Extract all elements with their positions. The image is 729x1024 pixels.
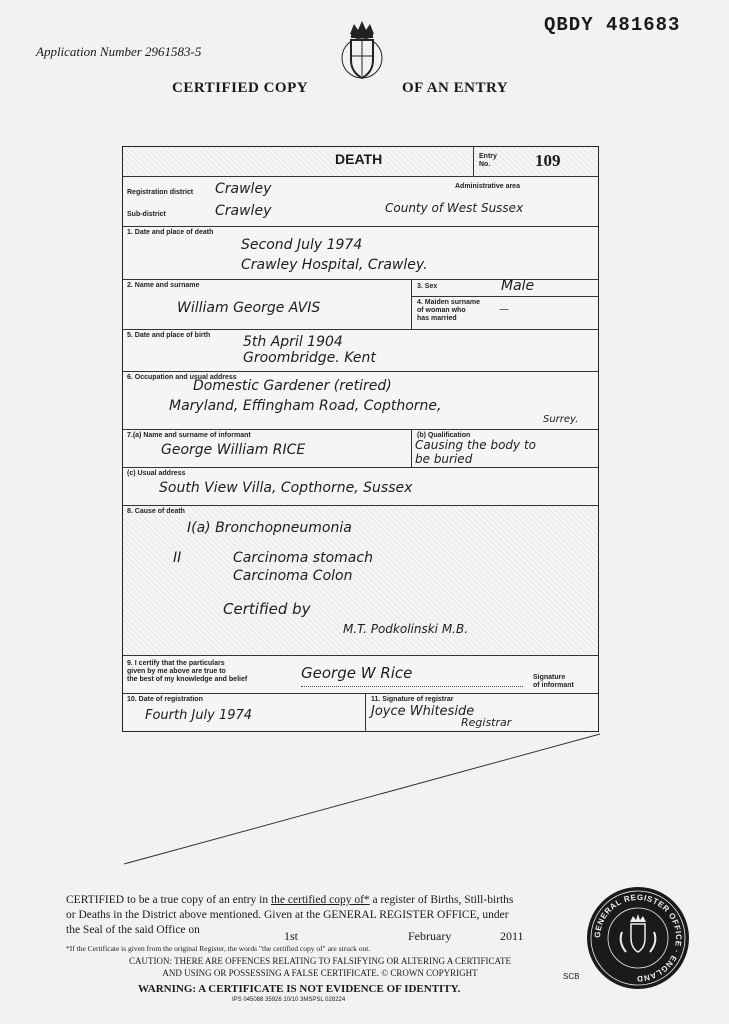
- admin-area-value: County of West Sussex: [385, 201, 524, 215]
- usual-address-value: Maryland, Effingham Road, Copthorne,: [169, 398, 442, 414]
- informant-declaration-row: [123, 656, 598, 694]
- field-8-label: 8. Cause of death: [127, 508, 185, 515]
- date-place-of-death-row: [123, 227, 598, 280]
- cert-text-underlined: the certified copy of*: [270, 894, 370, 906]
- field-11-label: 11. Signature of registrar: [371, 696, 454, 703]
- print-reference: IPS 045088 35926 10/10 3MSPSL 028224: [232, 997, 346, 1003]
- cause-1a-value: I(a) Bronchopneumonia: [187, 520, 352, 536]
- field-7a-label: 7.(a) Name and surname of informant: [127, 432, 251, 439]
- certificate-serial-number: QBDY 481683: [544, 14, 681, 36]
- cert-text-line3: the Seal of the said Office on: [66, 924, 200, 936]
- svg-text:GENERAL REGISTER OFFICE · ENGL: GENERAL REGISTER OFFICE · ENGLAND: [592, 892, 684, 984]
- certification-statement: [66, 893, 566, 938]
- registration-row: [123, 177, 598, 227]
- cause-ii-value-2: Carcinoma Colon: [233, 568, 353, 584]
- field-4-label: 4. Maiden surname of woman who has married: [417, 299, 481, 322]
- registrar-signature: Joyce Whiteside: [371, 704, 475, 719]
- heading-certified-copy: CERTIFIED COPY: [172, 80, 309, 96]
- entry-label: Entry No.: [479, 153, 497, 168]
- place-of-death-value: Crawley Hospital, Crawley.: [241, 257, 428, 273]
- field-7b-label: (b) Qualification: [417, 432, 471, 439]
- cause-part-ii-marker: II: [173, 550, 182, 566]
- sex-value: Male: [501, 278, 535, 294]
- heading-of-an-entry: OF AN ENTRY: [402, 80, 509, 96]
- name-value: William George AVIS: [177, 300, 321, 316]
- issue-year: 2011: [500, 929, 524, 943]
- date-of-birth-value: 5th April 1904: [243, 334, 343, 350]
- royal-crest-icon: [340, 16, 384, 88]
- maiden-surname-value: —: [499, 304, 509, 315]
- informant-name-value: George William RICE: [161, 442, 306, 458]
- qualification-value: Causing the body to: [415, 438, 537, 452]
- cert-text-line2: or Deaths in the District above mentioned. Given at the GENERAL REGISTER OFFICE, under: [66, 909, 509, 921]
- entry-number: 109: [535, 151, 561, 170]
- application-number: Application Number 2961583-5: [36, 44, 202, 59]
- registration-date-row: [123, 694, 598, 731]
- field-1-label: 1. Date and place of death: [127, 229, 214, 236]
- date-of-death-value: Second July 1974: [241, 237, 363, 253]
- footnote: *If the Certificate is given from the original Register, the words "the certified copy of" are struck out.: [66, 944, 371, 953]
- qualification-value-line2: be buried: [415, 452, 473, 466]
- issue-day: 1st: [284, 929, 299, 943]
- occupation-row: [123, 372, 598, 430]
- admin-area-label: Administrative area: [455, 183, 520, 190]
- sub-district-value: Crawley: [215, 203, 272, 219]
- registration-date-value: Fourth July 1974: [145, 708, 253, 723]
- scb-code: SCB: [563, 972, 580, 981]
- entry-type-title: DEATH: [335, 151, 383, 167]
- cause-ii-value-1: Carcinoma stomach: [233, 550, 373, 566]
- caution-notice: CAUTION: THERE ARE OFFENCES RELATING TO FALSIFYING OR ALTERING A CERTIFICATE AND USING OR POSSESSING A FALSE CERTIFICATE. © CROWN COPYRIGHT: [129, 956, 511, 978]
- informant-address-row: [123, 468, 598, 506]
- occupation-value: Domestic Gardener (retired): [193, 378, 392, 394]
- issue-month: February: [408, 929, 452, 943]
- informant-address-value: South View Villa, Copthorne, Sussex: [159, 480, 413, 496]
- title-row: [123, 147, 598, 177]
- cancellation-line: [122, 732, 602, 867]
- cause-of-death-row: [123, 506, 598, 656]
- registrar-title: Registrar: [461, 716, 512, 729]
- field-6-label: 6. Occupation and usual address: [127, 374, 237, 381]
- cert-text-end: a register of Births, Still-births: [369, 894, 514, 906]
- birth-row: [123, 330, 598, 372]
- field-9-label: 9. I certify that the particulars given by me above are true to the best of my knowledge and belief: [127, 660, 248, 683]
- field-2-label: 2. Name and surname: [127, 282, 200, 289]
- field-3-label: 3. Sex: [417, 283, 438, 290]
- place-of-birth-value: Groombridge. Kent: [243, 350, 376, 366]
- field-5-label: 5. Date and place of birth: [127, 332, 211, 339]
- general-register-office-seal-icon: [586, 886, 690, 990]
- informant-signature: George W Rice: [301, 664, 413, 682]
- sub-district-label: Sub-district: [127, 211, 166, 218]
- registration-district-label: Registration district: [127, 189, 194, 196]
- certifying-doctor: M.T. Podkolinski M.B.: [343, 622, 469, 636]
- identity-warning: WARNING: A CERTIFICATE IS NOT EVIDENCE OF IDENTITY.: [138, 983, 461, 995]
- cert-text-start: CERTIFIED to be a true copy of an entry in: [66, 894, 271, 906]
- signature-of-informant-label: Signature of informant: [533, 674, 574, 689]
- name-sex-row: [123, 280, 598, 330]
- certified-by-text: Certified by: [223, 600, 311, 618]
- usual-address-county: Surrey.: [543, 414, 579, 425]
- informant-row: [123, 430, 598, 468]
- field-7c-label: (c) Usual address: [127, 470, 186, 477]
- death-entry-form: [122, 146, 599, 732]
- field-10-label: 10. Date of registration: [127, 696, 203, 703]
- registration-district-value: Crawley: [215, 181, 272, 197]
